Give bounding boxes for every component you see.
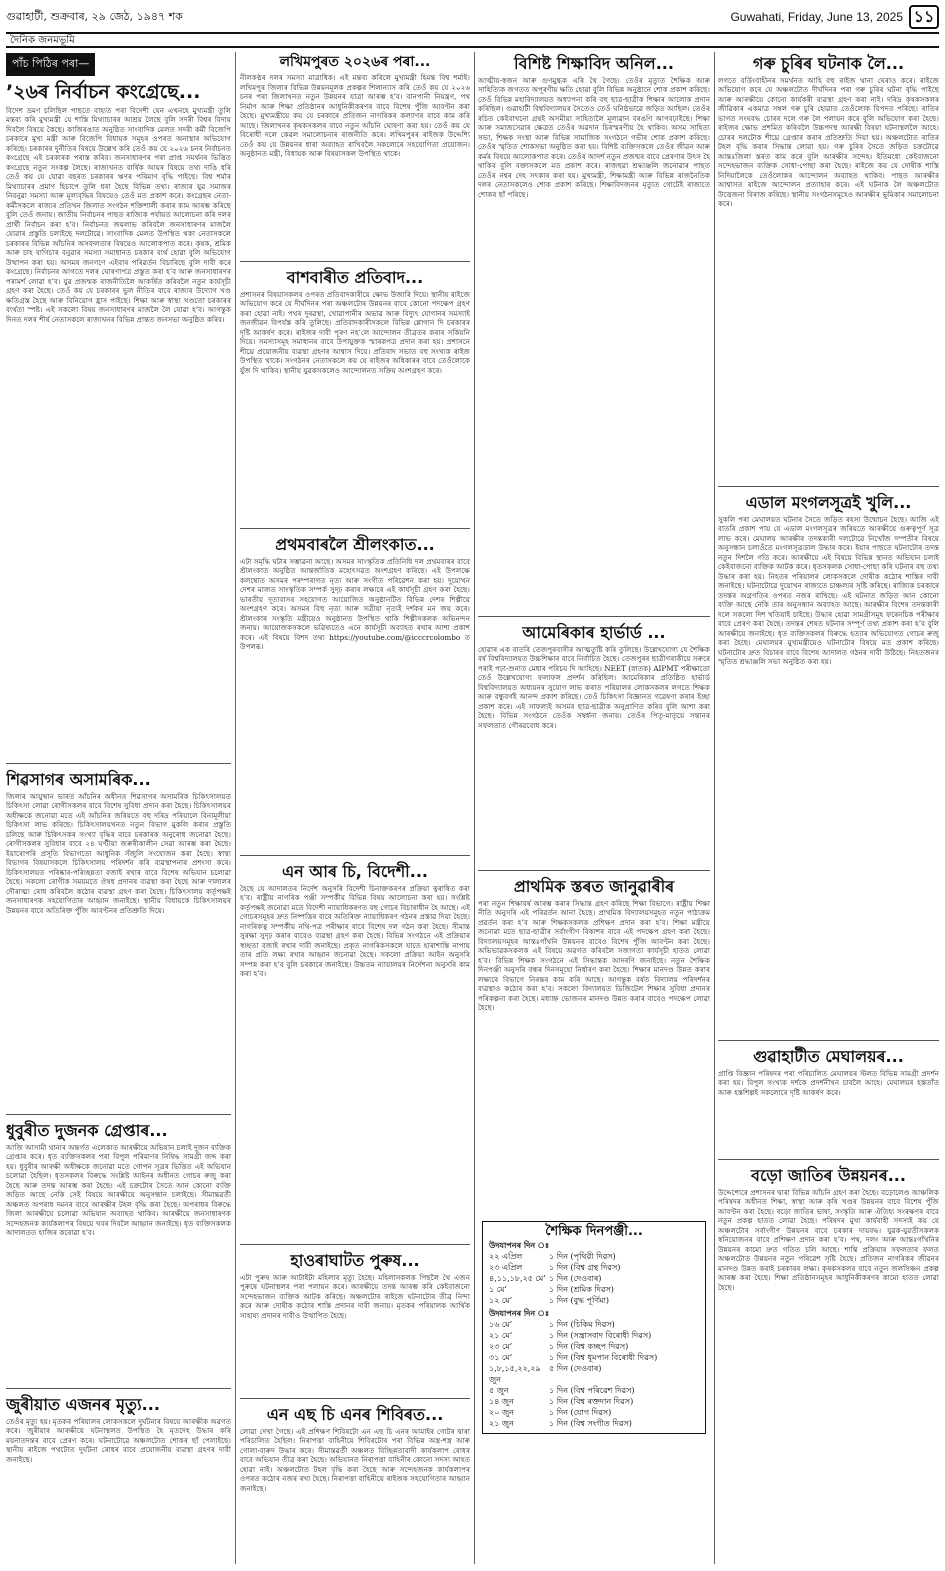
calendar-group-1 — [489, 1251, 699, 1306]
article-body: হৈছে যে আদালতৰ নিৰ্দেশ অনুসৰি বিদেশী চিনাক্তকৰণৰ প্ৰক্ৰিয়া ত্বৰান্বিত কৰা হ’ব। ৰাষ্ট্ৰীয় নাগৰিক পঞ্জী সম্পৰ্কীয় বিভিন্ন বিষয় আলোচনা কৰা হয়। সংশ্লিষ্ট কৰ্তৃপক্ষই জনোৱা মতে বিদেশী ন্যায়াধিকৰণত বহু গোচৰ বিচাৰাধীন হৈ আছে। এই গোচৰসমূহৰ দ্ৰুত নিষ্পত্তিৰ বাবে অতিৰিক্ত ন্যায়াধিকৰণ গঠনৰ প্ৰস্তাৱ দিয়া হৈছে। নাগৰিকত্ব সম্পৰ্কীয় নথি-পত্ৰ পৰীক্ষাৰ বাবে বিশেষ দল গঠন কৰা হৈছে। সীমান্ত সুৰক্ষা সুদৃঢ় কৰাৰ বাবেও ব্যৱস্থা গ্ৰহণ কৰা হৈছে। বিভিন্ন সংগঠনে এই প্ৰক্ৰিয়াৰ স্বচ্ছতা বজাই ৰখাৰ দাবী জনাইছে। প্ৰকৃত নাগৰিকসকলে যাতে হাৰাশাস্তি নাপায় তাৰ প্ৰতি লক্ষ্য ৰখাৰ আহ্বান জনোৱা হৈছে। সকলো প্ৰক্ৰিয়া আইন অনুসৰি সম্পন্ন কৰা হ’ব বুলি চৰকাৰে জনাইছে। উচ্চতম ন্যায়ালয়ৰ নিৰ্দেশনা অনুসৰি কাম কৰা হ’ব। — [240, 883, 470, 979]
article-body: হোৱাৰ এক বাতৰি তেজপুৰবাসীৰ আত্মতুষ্টি কৰি তুলিছে। উল্লেখযোগ্য যে শৈক্ষিক বৰ্ষ বিশ্ববিদ্যালয়ত উচ্চশিক্ষাৰ বাবে নিৰ্বাচিত হৈছে। তেজপুৰৰ ছাত্ৰীগৰাকীয়ে সৰুৰে পৰাই পঢ়া-শুনাত মেধাৰ পৰিচয় দি আহিছে। NEET (স্নাতক) AIPMT পৰীক্ষাতো তেওঁ উল্লেখযোগ্য ফলাফল প্ৰদৰ্শন কৰিছিল। আমেৰিকাৰ প্ৰতিষ্ঠিত হাৰ্ভাৰ্ড বিশ্ববিদ্যালয়ত অধ্যয়নৰ সুযোগ লাভ কৰাত পৰিয়ালৰ লোকসকলৰ লগতে শিক্ষক আৰু বন্ধুবৰ্গই আনন্দ প্ৰকাশ কৰিছে। তেওঁ চিকিৎসা বিজ্ঞানত গৱেষণা কৰাৰ ইচ্ছা প্ৰকাশ কৰে। এই সাফল্যই অসমৰ ছাত্ৰ-ছাত্ৰীক অনুপ্ৰাণিত কৰিব বুলি আশা কৰা হৈছে। বিভিন্ন সংগঠনে তেওঁক সম্বৰ্ধনা জনায়। তেওঁৰ পিতৃ-মাতৃয়ে সন্তানৰ সফলতাত গৌৰৱবোধ কৰে। — [478, 644, 710, 730]
headline: বাশবাৰীত প্ৰতিবাদ... — [286, 268, 424, 287]
calendar-event: ১ দিন (বিশ্ব সংগীত দিৱস) — [549, 1419, 632, 1428]
article-lakhimpur — [240, 52, 470, 257]
calendar-row — [489, 1330, 699, 1341]
article-educationist — [478, 52, 710, 612]
article-howraghat — [240, 1249, 470, 1394]
article-body: এটা পুৰুষ আৰু আটাইটা মহিলাৰ মৃত্যু হৈছে। মহিলাসকলক পিছলৈ থৈ এজন পুৰুষে ঘটনাস্থলৰ পৰা পলায়ন কৰে। আৰক্ষীয়ে তদন্ত আৰম্ভ কৰি কেইবাজনো সন্দেহভাজন ব্যক্তিক আটক কৰিছে। অঞ্চলটোৰ ৰাইজে ঘটনাটোৰ তীব্ৰ নিন্দা কৰে আৰু দোষীক কঠোৰ শাস্তি প্ৰদানৰ দাবী জনায়। মৃতকৰ পৰিয়ালক আৰ্থিক সাহায্য প্ৰদানৰ দাবীও উত্থাপিত হৈছে। — [240, 1272, 470, 1320]
headline: ’২৬ৰ নিৰ্বাচন কংগ্ৰেছে... — [6, 81, 201, 103]
date-left: গুৱাহাটী, শুক্ৰবাৰ, ২৯ জেঠ, ১৯৪৭ শক — [6, 9, 183, 23]
academic-calendar-box — [482, 1221, 706, 1434]
date-right: Guwahati, Friday, June 13, 2025 — [730, 10, 903, 24]
calendar-group-label: উদযাপনৰ দিন ঃ — [489, 1308, 550, 1318]
headline: বিশিষ্ট শিক্ষাবিদ অনিল... — [514, 54, 674, 73]
article-juria — [6, 1393, 231, 1564]
article-body: লগতে বৰ্ডিংবাহীনৰ সমৰ্থনত আহি বহু ৰাইজ থানা ঘেৰাও কৰে। ৰাইজে অভিযোগ কৰে যে অঞ্চলটোত দীৰ্ঘদিনৰ পৰা গৰু চুৰিৰ ঘটনা বৃদ্ধি পাইছে আৰু আৰক্ষীয়ে কোনো কাৰ্যকৰী ব্যৱস্থা গ্ৰহণ কৰা নাই। দৰিদ্ৰ কৃষকসকলৰ জীৱিকাৰ একমাত্ৰ সম্বল গৰু চুৰি হোৱাত তেওঁলোক বিপদত পৰিছে। ৰাতিৰ ভাগত সংঘবদ্ধ চোৰৰ দলে গৰু লৈ পলায়ন কৰে বুলি অভিযোগ কৰা হৈছে। ৰাইজৰ ক্ষোভ প্ৰশমিত কৰিবলৈ উচ্চপদস্থ আৰক্ষী বিষয়া ঘটনাস্থললৈ আহে। চোৰৰ দলটোক শীঘ্ৰে গ্ৰেপ্তাৰ কৰাৰ প্ৰতিশ্ৰুতি দিয়া হয়। অঞ্চলটোত ৰাতিৰ টহল বৃদ্ধি কৰাৰ সিদ্ধান্ত লোৱা হয়। গৰু চুৰিৰ সৈতে জড়িত চক্ৰটোৱে আন্তঃজিলা স্তৰত কাম কৰে বুলি আৰক্ষীৰ সন্দেহ। ইতিমধ্যে কেইবাজনো সন্দেহভাজন ব্যক্তিক সোধা-পোছা কৰা হৈছে। ৰাইজে কয় যে দোষীক শাস্তি নিদিয়ালৈকে তেওঁলোকৰ আন্দোলন অব্যাহত থাকিব। পাছত আৰক্ষীৰ আশ্বাসত ৰাইজে আন্দোলন প্ৰত্যাহাৰ কৰে। এই ঘটনাক লৈ অঞ্চলটোত উত্তেজনা বিৰাজ কৰিছে। স্থানীয় সংগঠনসমূহেও আৰক্ষীৰ ভূমিকাৰ সমালোচনা কৰে। — [718, 75, 939, 209]
calendar-date: ২৩ মে’ — [489, 1342, 513, 1351]
article-congress — [6, 79, 231, 759]
article-body: এটা সমৃদ্ধি ঘটাৰ সম্ভাৱনা আছে। অসমৰ সাংস্কৃতিক প্ৰতিনিধি দল প্ৰথমবাৰৰ বাবে শ্ৰীলংকাত অনুষ্ঠিত আন্তৰ্জাতিক মহোৎসৱত অংশগ্ৰহণ কৰিছে। এই উপলক্ষে কলম্বোত অসমৰ পৰম্পৰাগত নৃত্য আৰু সংগীত পৰিৱেশন কৰা হয়। দুয়োখন দেশৰ মাজত সাংস্কৃতিক সম্পৰ্ক সুদৃঢ় কৰাৰ লক্ষ্যৰে এই কাৰ্যসূচী গ্ৰহণ কৰা হৈছে। ভাৰতীয় দূতাবাসৰ সহযোগত আয়োজিত অনুষ্ঠানটিত বিভিন্ন দেশৰ শিল্পীয়ে অংশগ্ৰহণ কৰে। অসমৰ বিহু নৃত্য আৰু সত্ৰীয়া নৃত্যই দৰ্শকৰ মন জয় কৰে। শ্ৰীলংকাৰ সংস্কৃতি মন্ত্ৰীয়েও অনুষ্ঠানত উপস্থিত থাকি শিল্পীসকলক অভিনন্দন জনায়। আয়োজকসকলে ভৱিষ্যতেও এনে কাৰ্যসূচী অব্যাহত ৰখাৰ আশা প্ৰকাশ কৰে। এই বিষয়ে বিশদ তথ্য https://youtube.com/@icccrcolombo ত উপলব্ধ। — [240, 556, 470, 652]
divider — [240, 1398, 470, 1399]
calendar-row — [489, 1251, 699, 1262]
calendar-row — [489, 1385, 699, 1396]
article-nrc — [240, 860, 470, 1240]
calendar-row — [489, 1319, 699, 1330]
divider — [6, 1114, 231, 1115]
calendar-event: ১ দিন (শ্ৰমিক দিৱস) — [549, 1285, 614, 1294]
continued-kicker: পাঁচ পিঠিৰ পৰা— — [6, 53, 95, 76]
calendar-row — [489, 1396, 699, 1407]
calendar-date: ১৬ মে’ — [489, 1320, 513, 1329]
divider — [478, 616, 710, 617]
calendar-row — [489, 1352, 699, 1363]
calendar-event: ১ দিন (দেওবাৰ) — [549, 1274, 602, 1283]
divider — [6, 763, 231, 764]
calendar-event: ১ দিন (বিশ্ব ৰক্তদান দিৱস) — [549, 1397, 634, 1406]
article-cattle-theft — [718, 52, 939, 482]
calendar-event: ১ দিন (বিশ্ব পৰিৱেশ দিৱস) — [549, 1386, 635, 1395]
calendar-row — [489, 1363, 699, 1385]
calendar-row — [489, 1418, 699, 1429]
calendar-row — [489, 1262, 699, 1273]
column-divider — [235, 52, 236, 1564]
headline: বড়ো জাতিৰ উন্নয়নৰ... — [751, 1166, 906, 1185]
article-nscn — [240, 1403, 470, 1564]
calendar-event: ১ দিন (চিকিম দিৱস) — [549, 1320, 615, 1329]
article-body: লোৱা দেখা গৈছে। এই প্ৰশিক্ষণ শিবিৰটো এন এছ চি এনৰ আমাইৰ গোটৰ দ্বাৰা পৰিচালিত হৈছিল। নিৰাপত্তা বাহিনীয়ে শিবিৰটোৰ পৰা বিভিন্ন অস্ত্ৰ-শস্ত্ৰ আৰু গোলা-বাৰুদ উদ্ধাৰ কৰে। সীমান্তৱৰ্তী অঞ্চলত বিচ্ছিন্নতাবাদী কাৰ্যকলাপ ৰোধৰ বাবে অভিযান তীব্ৰ কৰা হৈছে। অভিযানত নিৰাপত্তা বাহিনীৰ কোনো সদস্য আহত হোৱা নাই। অঞ্চলটোত টহল বৃদ্ধি কৰা হৈছে আৰু সন্দেহজনক কাৰ্যকলাপৰ ওপৰত কঠোৰ নজৰ ৰখা হৈছে। নিৰাপত্তা বাহিনীয়ে ৰাইজক সহযোগিতাৰ আহ্বান জনাইছে। — [240, 1426, 470, 1493]
header-right — [730, 5, 939, 29]
calendar-date: ২২ এপ্ৰিল — [489, 1252, 523, 1261]
calendar-event: ১ দিন (যোগ দিৱস) — [549, 1408, 612, 1417]
headline: এন এছ চি এনৰ শিবিৰত... — [266, 1405, 444, 1424]
article-body: নীলকণ্ঠৰ দলৰ সমস্যা মাত্ৰাধিক। এই মন্তব্য কৰিলে মুখ্যমন্ত্ৰী হিমন্ত বিশ্ব শৰ্মাই। লখিমপুৰ জিলাৰ বিভিন্ন উন্নয়নমূলক প্ৰকল্পৰ শিলান্যাস কৰি তেওঁ কয় যে ২০২৬ চনৰ পৰা জিলাখনত নতুন উন্নয়নৰ যাত্ৰা আৰম্ভ হ’ব। বানপানী নিয়ন্ত্ৰণ, পথ নিৰ্মাণ আৰু শিক্ষা প্ৰতিষ্ঠানৰ আধুনিকীকৰণৰ বাবে বিশেষ পুঁজি আবণ্টন কৰা হৈছে। মুখ্যমন্ত্ৰীয়ে কয় যে চৰকাৰে প্ৰতিজন নাগৰিকৰ কল্যাণৰ বাবে কাম কৰি আছে। জিলাখনৰ কৃষকসকলৰ বাবে নতুন আঁচনি ঘোষণা কৰা হয়। তেওঁ কয় যে বিৰোধী দলে কেৱল সমালোচনাৰ ৰাজনীতি কৰে। লখিমপুৰৰ ৰাইজক উদ্দেশ্যি তেওঁ কয় যে উন্নয়নৰ ধাৰা অব্যাহত ৰাখিবলৈ সকলোৰে সহযোগিতা প্ৰয়োজন। অনুষ্ঠানত মন্ত্ৰী, বিধায়ক আৰু বিষয়াসকল উপস্থিত থাকে। — [240, 73, 470, 159]
calendar-event: ১ দিন (পৃথিৱী দিৱস) — [549, 1252, 616, 1261]
article-meghalaya — [718, 1045, 939, 1155]
calendar-event: ১ দিন (বিশ্ব কচ্ছপ দিৱস) — [549, 1342, 629, 1351]
calendar-event: ১ দিন (বিশ্ব গ্ৰন্থ দিৱস) — [549, 1263, 621, 1272]
calendar-row — [489, 1295, 699, 1306]
calendar-date: ১২ মে’ — [489, 1296, 513, 1305]
headline: প্ৰথমবাৰলৈ শ্ৰীলংকাত... — [275, 535, 435, 554]
headline: এন আৰ চি, বিদেশী... — [282, 862, 428, 881]
divider — [718, 1159, 939, 1160]
headline: লখিমপুৰত ২০২৬ৰ পৰা... — [279, 54, 431, 70]
calendar-event: ১ দিন (বিশ্ব ধূমপান বিৰোধী দিৱস) — [549, 1353, 658, 1362]
article-body: পৰা নতুন শিক্ষাবৰ্ষ আৰম্ভ কৰাৰ সিদ্ধান্ত গ্ৰহণ কৰিছে শিক্ষা বিভাগে। ৰাষ্ট্ৰীয় শিক্ষা নীতি অনুসৰি এই পৰিৱৰ্তন আনা হৈছে। প্ৰাথমিক বিদ্যালয়সমূহত নতুন পাঠ্যক্ৰম প্ৰৱৰ্তন কৰা হ’ব আৰু শিক্ষকসকলক প্ৰশিক্ষণ প্ৰদান কৰা হ’ব। শিক্ষা মন্ত্ৰীয়ে জনোৱা মতে ছাত্ৰ-ছাত্ৰীৰ সৰ্বাংগীণ বিকাশৰ বাবে এই পদক্ষেপ গ্ৰহণ কৰা হৈছে। বিদ্যালয়সমূহৰ আন্তঃগাঁথনি উন্নয়নৰ বাবেও বিশেষ পুঁজি আবণ্টন কৰা হৈছে। অভিভাৱকসকলক এই বিষয়ে অৱগত কৰিবলৈ সজাগতা কাৰ্যসূচী হাতত লোৱা হ’ব। বিভিন্ন শিক্ষক সংগঠনে এই সিদ্ধান্তক আদৰণি জনাইছে। নতুন শৈক্ষিক দিনপঞ্জী অনুসৰি বন্ধৰ দিনসমূহো নিৰ্ধাৰণ কৰা হৈছে। শিক্ষাৰ মানদণ্ড উন্নত কৰাৰ লক্ষ্যৰে বিভাগে নিৰন্তৰ কাম কৰি আছে। আগন্তুক বৰ্ষত বিদ্যালয় পৰিদৰ্শনৰ ব্যৱস্থাও কঠোৰ কৰা হ’ব। সকলো বিদ্যালয়ত ডিজিটেল শিক্ষাৰ সুবিধা প্ৰদানৰ পৰিকল্পনা কৰা হৈছে। মধ্যাহ্ন ভোজনৰ মানদণ্ড উন্নত কৰাৰ বাবেও পদক্ষেপ লোৱা হৈছে। — [478, 898, 710, 1013]
calendar-date: ৫ জুন — [489, 1386, 509, 1395]
divider — [240, 855, 470, 856]
calendar-date: ১ মে’ — [489, 1285, 507, 1294]
calendar-group-label: উদযাপনৰ দিন ঃ — [489, 1240, 550, 1250]
article-harvard — [478, 621, 710, 866]
calendar-date: ১৪ জুন — [489, 1397, 514, 1406]
article-body: প্ৰশাসনৰ বিষয়াসকলৰ ওপৰত প্ৰতিবাদকাৰীয়ে ক্ষোভ উজাৰি দিয়ে। স্থানীয় ৰাইজে অভিযোগ কৰে যে দীৰ্ঘদিনৰ পৰা অঞ্চলটোৰ উন্নয়নৰ বাবে কোনো পদক্ষেপ গ্ৰহণ কৰা হোৱা নাই। পথৰ দুৰৱস্থা, খোৱাপানীৰ অভাৱ আৰু বিদ্যুৎ যোগানৰ সমস্যাই জনজীৱন বিপৰ্যস্ত কৰি তুলিছে। প্ৰতিবাদকাৰীসকলে বিভিন্ন শ্লোগান দি চৰকাৰৰ দৃষ্টি আকৰ্ষণ কৰে। ৰাইজৰ দাবী পূৰণ নহ’লে আন্দোলন তীব্ৰতৰ কৰাৰ সকিয়নি দিয়ে। সমস্যাসমূহ সমাধানৰ বাবে উপায়ুক্তক স্মাৰকপত্ৰ প্ৰদান কৰা হয়। প্ৰশাসনে শীঘ্ৰে প্ৰয়োজনীয় ব্যৱস্থা গ্ৰহণৰ আশ্বাস দিয়ে। প্ৰতিবাদ সভাত বহু সংখ্যক ৰাইজ উপস্থিত থাকে। সংগঠনৰ নেতাসকলে কয় যে ৰাইজৰ অধিকাৰৰ বাবে তেওঁলোকে যুঁজ দি থাকিব। স্থানীয় যুৱকসকলেও আন্দোলনত সক্ৰিয় অংশগ্ৰহণ কৰে। — [240, 289, 470, 375]
divider — [240, 261, 470, 262]
article-body: উদ্দেশ্যেৰে প্ৰশাসনৰ দ্বাৰা বিভিন্ন আঁচনি গ্ৰহণ কৰা হৈছে। বড়োলেণ্ড আঞ্চলিক পৰিষদৰ অধীনত শিক্ষা, স্বাস্থ্য আৰু কৃষি খণ্ডৰ উন্নয়নৰ বাবে বিশেষ পুঁজি আবণ্টন কৰা হৈছে। বড়ো জাতিৰ ভাষা, সংস্কৃতি আৰু ঐতিহ্য সংৰক্ষণৰ বাবে নতুন প্ৰকল্প হাতত লোৱা হৈছে। পৰিষদৰ মুখ্য কাৰ্যবাহী সদস্যই কয় যে অঞ্চলটোৰ সৰ্বাংগীণ উন্নয়নৰ বাবে চৰকাৰ দায়বদ্ধ। যুৱক-যুৱতীসকলক স্বনিয়োজনৰ বাবে প্ৰশিক্ষণ প্ৰদান কৰা হ’ব। পথ, দলং আৰু আন্তঃগাঁথনিৰ উন্নয়নৰ কামো দ্ৰুত গতিত চলি আছে। শান্তি প্ৰক্ৰিয়াৰ সফলতাৰ ফলত অঞ্চলটোত উন্নয়নৰ নতুন পৰিৱেশ সৃষ্টি হৈছে। প্ৰতিজন নাগৰিকৰ জীৱনৰ মানদণ্ড উন্নত কৰাই চৰকাৰৰ লক্ষ্য। কৃষকসকলৰ বাবে নতুন জলসিঞ্চন প্ৰকল্প আৰম্ভ কৰা হৈছে। শিক্ষা প্ৰতিষ্ঠানসমূহৰ আধুনিকীকৰণৰ কামো হাতত লোৱা হৈছে। — [718, 1187, 939, 1292]
calendar-date: ২১ জুন — [489, 1419, 514, 1428]
headline: গৰু চুৰিৰ ঘটনাক লৈ... — [752, 54, 905, 73]
column-4 — [718, 52, 939, 1564]
calendar-date: ৩১ মে’ — [489, 1353, 513, 1362]
article-mangalsutra — [718, 491, 939, 1036]
calendar-row — [489, 1273, 699, 1284]
calendar-date: ৪,১১,১৮,২৫ মে’ — [489, 1274, 546, 1283]
headline: হাওৰাঘাটত পুৰুষ... — [290, 1251, 420, 1270]
calendar-row — [489, 1284, 699, 1295]
column-1 — [6, 52, 231, 1564]
headline: গুৱাহাটীত মেঘালয়ৰ... — [753, 1047, 904, 1066]
divider — [240, 1244, 470, 1245]
paper-name: দৈনিক জনমভূমি — [6, 32, 939, 48]
article-dhubri — [6, 1119, 231, 1384]
calendar-date: ১,৮,১৫,২২,২৯ জুন — [489, 1364, 541, 1384]
divider — [718, 1040, 939, 1041]
calendar-date: ২৩ এপ্ৰিল — [489, 1263, 523, 1272]
article-body: প্ৰাপ্তি বিজ্ঞান পৰিষদৰ পৰা পৰিচালিত মেঘালয়ৰ স্টলত বিভিন্ন সামগ্ৰী প্ৰদৰ্শন কৰা হয়। বিপুল সংখ্যক দৰ্শকে প্ৰদৰ্শনীখন চাবলৈ আহে। মেঘালয়ৰ হস্ততাঁত আৰু হস্তশিল্পই সকলোৰে দৃষ্টি আকৰ্ষণ কৰে। — [718, 1068, 939, 1097]
divider — [478, 870, 710, 871]
article-body: তেওঁৰ মৃত্যু হয়। মৃতকৰ পৰিয়ালৰ লোকসকলে দুৰ্ঘটনাৰ বিষয়ে আৰক্ষীক অৱগত কৰে। জুৰীয়াৰ আৰক্ষীয়ে ঘটনাস্থলত উপস্থিত হৈ মৃতদেহ উদ্ধাৰ কৰি ময়নাতদন্তৰ বাবে প্ৰেৰণ কৰে। ঘটনাটোৱে অঞ্চলটোত শোকৰ ছাঁ পেলাইছে। স্থানীয় ৰাইজে পথটোত দুৰ্ঘটনা ৰোধৰ বাবে প্ৰয়োজনীয় ব্যৱস্থা গ্ৰহণৰ দাবী জনাইছে। — [6, 1416, 231, 1464]
calendar-event: ৫ দিন (দেওবাৰ) — [549, 1364, 602, 1373]
article-body: আজি আসামী থানাৰ অন্তৰ্গত এলেকাত আৰক্ষীয়ে অভিযান চলাই দুজন ব্যক্তিক গ্ৰেপ্তাৰ কৰে। ধৃত ব্যক্তিসকলৰ পৰা বিপুল পৰিমাণৰ নিষিদ্ধ সামগ্ৰী জব্দ কৰা হয়। ধুবুৰীৰ আৰক্ষী অধীক্ষকে জনোৱা মতে গোপন সূত্ৰৰ ভিত্তিত এই অভিযান চলোৱা হৈছিল। ধৃতসকলৰ বিৰুদ্ধে সংশ্লিষ্ট আইনৰ অধীনত গোচৰ ৰুজু কৰা হৈছে আৰু তদন্ত আৰম্ভ কৰা হৈছে। এই চক্ৰটোৰ সৈতে আন কোনো ব্যক্তি জড়িত আছে নেকি সেই বিষয়ে আৰক্ষীয়ে অনুসন্ধান চলাইছে। সীমান্তৱৰ্তী অঞ্চলত অপৰাধ দমনৰ বাবে আৰক্ষীৰ টহল বৃদ্ধি কৰা হৈছে। অপৰাধৰ বিৰুদ্ধে জিলা আৰক্ষীয়ে চলোৱা অভিযান অব্যাহত থাকিব। আৰক্ষীয়ে জনসাধাৰণক সন্দেহজনক কাৰ্যকলাপৰ বিষয়ে খবৰ দিবলৈ আহ্বান জনাইছে। ধৃত ব্যক্তিসকলক আদালতত হাজিৰ কৰোৱা হ’ব। — [6, 1142, 231, 1238]
calendar-date: ২১ মে’ — [489, 1331, 513, 1340]
divider — [718, 486, 939, 487]
column-divider — [714, 52, 715, 1564]
article-body: আত্মীয়-স্বজন আৰু গুণমুগ্ধক এৰি থৈ গৈছে। তেওঁৰ মৃত্যুত শৈক্ষিক আৰু সাহিত্যিক জগতত অপূৰণীয় ক্ষতি হোৱা বুলি বিভিন্ন অনুষ্ঠানে শোক প্ৰকাশ কৰিছে। তেওঁ বিভিন্ন মহাবিদ্যালয়ত অধ্যাপনা কৰি বহু ছাত্ৰ-ছাত্ৰীক শিক্ষাৰ আলোক প্ৰদান কৰিছিল। গুৱাহাটী বিশ্ববিদ্যালয়ৰ সৈতেও তেওঁ ঘনিষ্ঠভাৱে জড়িত আছিল। তেওঁৰ ৰচিত কেইবাখনো গ্ৰন্থই অসমীয়া সাহিত্যলৈ মূল্যৱান বৰঙণি আগবঢ়াইছে। শিক্ষা আৰু সমাজসেৱাৰ ক্ষেত্ৰত তেওঁৰ অৱদান চিৰস্মৰণীয় হৈ থাকিব। অসম সাহিত্য সভা, শিক্ষক সংস্থা আৰু বিভিন্ন সামাজিক সংগঠনে গভীৰ শোক প্ৰকাশ কৰিছে। তেওঁৰ স্মৃতিত শোকসভা অনুষ্ঠিত কৰা হয়। বিশিষ্ট ব্যক্তিসকলে তেওঁৰ জীৱন আৰু কৰ্মৰ বিষয়ে আলোকপাত কৰে। তেওঁৰ আদৰ্শ নতুন প্ৰজন্মৰ বাবে প্ৰেৰণাৰ উৎস হৈ থাকিব বুলি বক্তাসকলে মত প্ৰকাশ কৰে। ৰাজহুৱা শ্ৰদ্ধাঞ্জলি জনোৱাৰ পাছত তেওঁৰ নশ্বৰ দেহ সৎকাৰ কৰা হয়। মুখ্যমন্ত্ৰী, শিক্ষামন্ত্ৰী আৰু বিভিন্ন ৰাজনৈতিক দলৰ নেতাসকলেও শোক প্ৰকাশ কৰিছে। শিক্ষাবিদজনৰ মৃত্যুত গোটেই ৰাজ্যতে শোকৰ ছাঁ পৰিছে। — [478, 75, 710, 199]
column-3 — [478, 52, 710, 1564]
article-body: সুকলি পৰা মেঘালয়ত ঘটনাৰ সৈতে জড়িত ৰহস্য উন্মোচন হৈছে। আজি এই বাতৰি প্ৰকাশ পায় যে এডাল মংগলসূত্ৰৰ জৰিয়তে আৰক্ষীয়ে গুৰুত্বপূৰ্ণ সূত্ৰ লাভ কৰে। মেঘালয় আৰক্ষীৰ তদন্তকাৰী দলটোৱে নিখোঁজ দম্পতীৰ বিষয়ে অনুসন্ধান চলাওঁতে মংগলসূত্ৰডাল উদ্ধাৰ কৰে। ইয়াৰ পাছতে ঘটনাটোৰ তদন্ত নতুন দিশলৈ গতি কৰে। আৰক্ষীয়ে এই বিষয়ে বিভিন্ন স্থানত অভিযান চলাই কেইবাজনো ব্যক্তিক আটক কৰে। ধৃতসকলক সোধা-পোছা কৰি ঘটনাৰ বহু তথ্য উদ্ধাৰ কৰা হয়। নিহতৰ পৰিয়ালৰ লোকসকলে দোষীক কঠোৰ শাস্তিৰ দাবী জনাইছে। ঘটনাটোৱে দুয়োখন ৰাজ্যতে চাঞ্চল্যৰ সৃষ্টি কৰিছে। ৰাজ্যিক চৰকাৰে তদন্তৰ অগ্ৰগতিৰ ওপৰত নজৰ ৰাখিছে। এই ঘটনাত জড়িত আন কোনো ব্যক্তি আছে নেকি তাৰ অনুসন্ধান অব্যাহত আছে। আৰক্ষীৰ বিশেষ তদন্তকাৰী দলে সকলো দিশ খতিয়াই চাইছে। উদ্ধাৰ হোৱা সামগ্ৰীসমূহ ফৰেনচিক পৰীক্ষাৰ বাবে প্ৰেৰণ কৰা হৈছে। তদন্তৰ শেষত ঘটনাৰ সম্পূৰ্ণ তথ্য প্ৰকাশ কৰা হ’ব বুলি আৰক্ষীয়ে জনাইছে। ধৃত ব্যক্তিসকলৰ বিৰুদ্ধে হত্যাৰ অভিযোগত গোচৰ ৰুজু কৰা হৈছে। মেঘালয়ৰ মুখ্যমন্ত্ৰীয়েও ঘটনাটোৰ বিষয়ে মত প্ৰকাশ কৰিছে। ঘটনাটোৰ দ্ৰুত বিচাৰৰ বাবে বিশেষ আদালত গঠনৰ দাবী উঠিছে। নিহতজনৰ স্মৃতিত শ্ৰদ্ধাঞ্জলি সভা অনুষ্ঠিত কৰা হয়। — [718, 514, 939, 667]
article-srilanka — [240, 533, 470, 851]
calendar-row — [489, 1407, 699, 1418]
divider — [6, 1388, 231, 1389]
calendar-group-2 — [489, 1319, 699, 1429]
headline: প্ৰাথমিক স্তৰত জানুৱাৰীৰ — [513, 877, 675, 896]
article-sivasagar — [6, 768, 231, 1110]
calendar-event: ১ দিন (সন্ত্ৰাসবাদ বিৰোধী দিৱস) — [549, 1331, 652, 1340]
page-header — [6, 4, 939, 30]
headline: জুৰীয়াত এজনৰ মৃত্যু... — [6, 1395, 160, 1414]
page-number: ১১ — [909, 5, 939, 29]
divider — [240, 528, 470, 529]
calendar-row — [489, 1341, 699, 1352]
calendar-event: ১ দিন (বুদ্ধ পূৰ্ণিমা) — [549, 1296, 609, 1305]
column-divider — [474, 52, 475, 1564]
calendar-date: ২০ জুন — [489, 1408, 514, 1417]
headline: শিৱসাগৰ অসামৰিক... — [6, 770, 151, 789]
article-body: বিদেশ ভ্ৰমণ চলিছিল পাছতে বাহ্যত পৰা বিদেশী যেন এখনহে মুখ্যমন্ত্ৰী তুলি মন্তব্য কৰি মুখ্যমন্ত্ৰী যে শাস্তি মিথ্যাচাৰৰ আশ্ৰয় লৈছে বুলি সদৰী বিশ্বৰ বিদায় দিবলৈ বিষয়ে কৈছে। কাজিৰঙাত অনুষ্ঠিত সাংবাদিক মেলত সদৰী কৰ্মী বিজেপি চৰকাৰে মুখ্য মন্ত্ৰী আৰু বিজেপি বিধায়ক সমূহৰ ওপৰত অনাস্থাৰ অভিযোগ কৰিছে। চৰকাৰৰ দুৰ্নীতিৰ বিষয়ে উল্লেখ কৰি তেওঁ কয় যে ২০২৬ চনৰ নিৰ্বাচনত কংগ্ৰেছে এই চৰকাৰক পৰাস্ত কৰিব। জনসাধাৰণৰ পৰা প্ৰাপ্ত সমৰ্থনৰ ভিত্তিত কংগ্ৰেছে নতুন সংকল্প লৈছে। ৰাজ্যখনত বাৰ্ষিক আয়ৰ বিষয়ে তথ্য দাঙি ধৰি তেওঁ কয় যে যোৱা বছৰত চৰকাৰৰ ঋণৰ পৰিমাণ বৃদ্ধি পাইছে। বিশ্ব শৰ্মাৰ মিথ্যাচাৰৰ প্ৰমাণ হিচাপে তুলি ধৰা হৈছে বিভিন্ন তথ্য। ৰাজ্যৰ যুৱ সমাজৰ নিবনুৱা সমস্যা আৰু মূল্যবৃদ্ধিৰ বিষয়েও তেওঁ মত প্ৰকাশ কৰে। কংগ্ৰেছৰ নেতা-কৰ্মীসকলে ৰাজ্যৰ প্ৰতিখন জিলাত সংগঠন শক্তিশালী কৰাৰ কাম আৰম্ভ কৰিছে বুলি তেওঁ জনায়। জাতীয় নিৰ্বাচনৰ পাছত ৰাজ্যিক পৰ্যায়ত আলোচনা কৰি দলৰ প্ৰাৰ্থী নিৰ্বাচন কৰা হ’ব। নিৰ্বাচনত জয়লাভ কৰিবলৈ জনসাধাৰণৰ মাজলৈ যোৱাৰ প্ৰস্তুতি চলাইছে দলটোৱে। সাংবাদিক মেলত উপস্থিত থকা নেতাসকলে চৰকাৰৰ বিভিন্ন আঁচনিৰ অসফলতাৰ বিষয়েও আলোকপাত কৰে। কৃষক, শ্ৰমিক আৰু চাহ বাগিচাৰ বনুৱাৰ সমস্যা সমাধানত চৰকাৰ ব্যৰ্থ হোৱা বুলি অভিযোগ উত্থাপন কৰা হয়। অসমৰ জনগণে এইবাৰ পৰিৱৰ্তন বিচাৰিছে বুলি দাবী কৰে কংগ্ৰেছে। নিৰ্বাচনৰ আগতে দলৰ ঘোষণাপত্ৰ প্ৰস্তুত কৰা হ’ব আৰু জনসাধাৰণৰ পৰামৰ্শ লোৱা হ’ব। যুৱ প্ৰজন্মক ৰাজনীতিলৈ আকৰ্ষিত কৰিবলৈ নতুন কাৰ্যসূচী গ্ৰহণ কৰা হৈছে। তেওঁ কয় যে চৰকাৰৰ ভুল নীতিৰ বাবে ৰাজ্যৰ উদ্যোগ খণ্ড ক্ষতিগ্ৰস্ত হৈছে আৰু বিনিয়োগ হ্ৰাস পাইছে। শিক্ষা আৰু স্বাস্থ্য খণ্ডতো চৰকাৰৰ ব্যৰ্থতা স্পষ্ট। এই সকলো বিষয় জনসাধাৰণৰ মাজলৈ লৈ যোৱা হ’ব। আগন্তুক দিনত দলৰ শীৰ্ষ নেতাসকলে ৰাজ্যখনৰ বিভিন্ন প্ৰান্তত জনসভা অনুষ্ঠিত কৰিব। — [6, 105, 231, 324]
article-body: জিলাৰ আয়ুষ্মান ভাৰত আঁচনিৰ অধীনত শিৱসাগৰ অসামৰিক চিকিৎসালয়ত চিকিৎসা লোৱা ৰোগীসকলৰ বাবে বিশেষ সুবিধা প্ৰদান কৰা হৈছে। চিকিৎসালয়ৰ অধীক্ষকে জনোৱা মতে এই আঁচনিৰ জৰিয়তে বহু দৰিদ্ৰ পৰিয়ালে বিনামূলীয়া চিকিৎসা লাভ কৰিছে। চিকিৎসালয়খনত নতুন বিভাগ মুকলি কৰাৰ প্ৰস্তুতি চলিছে আৰু চিকিৎসকৰ সংখ্যা বৃদ্ধিৰ বাবে চৰকাৰক অনুৰোধ জনোৱা হৈছে। ৰোগীসকলৰ সুবিধাৰ বাবে ২৪ ঘণ্টীয়া জৰুৰীকালীন সেৱা আৰম্ভ কৰা হৈছে। ইয়াৰোপৰি প্ৰসূতি বিভাগতো আধুনিক সঁজুলি সংযোজন কৰা হৈছে। স্বাস্থ্য বিভাগৰ বিষয়াসকলে চিকিৎসালয় পৰিদৰ্শন কৰি ব্যৱস্থাপনাৰ প্ৰশংসা কৰে। চিকিৎসালয়ত পৰিষ্কাৰ-পৰিচ্ছন্নতা বজাই ৰখাৰ বাবে বিশেষ অভিযান চলোৱা হৈছে। সকলো ৰোগীক সময়মতে ঔষধ প্ৰদানৰ ব্যৱস্থা কৰা হৈছে আৰু দালালৰ দৌৰাত্ম্য ৰোধ কৰিবলৈ কঠোৰ ব্যৱস্থা গ্ৰহণ কৰা হৈছে। চিকিৎসালয় কৰ্তৃপক্ষই জনসাধাৰণক সহযোগিতাৰ আহ্বান জনাইছে। স্থানীয় বিধায়কে চিকিৎসালয়ৰ উন্নয়নৰ বাবে অতিৰিক্ত পুঁজি আবণ্টনৰ প্ৰতিশ্ৰুতি দিয়ে। — [6, 791, 231, 915]
column-2 — [240, 52, 470, 1564]
calendar-title: শৈক্ষিক দিনপঞ্জী... — [545, 1224, 643, 1239]
article-bashbari — [240, 266, 470, 524]
headline: ধুবুৰীত দুজনক গ্ৰেপ্তাৰ... — [6, 1121, 168, 1140]
article-primary-january — [478, 875, 710, 1215]
headline: এডাল মংগলসূত্ৰই খুলি... — [745, 493, 912, 512]
article-bodo — [718, 1164, 939, 1564]
headline: আমেৰিকাৰ হাৰ্ভাৰ্ড ... — [522, 623, 666, 642]
